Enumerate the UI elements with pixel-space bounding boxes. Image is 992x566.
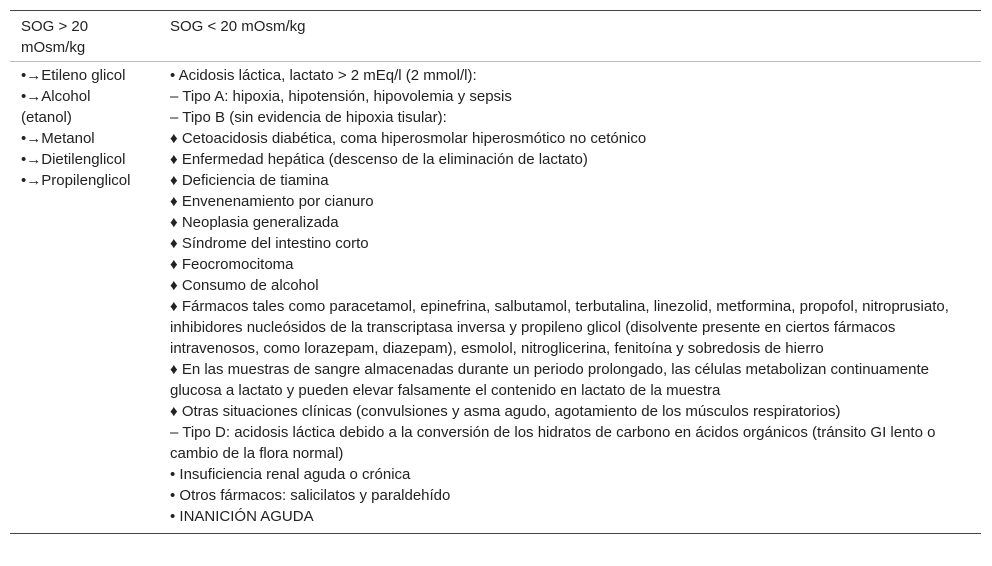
right-item: – Tipo D: acidosis láctica debido a la conversión de los hidratos de carbono en ácidos orgánicos (tránsito GI lento o cambio de la flora normal) — [170, 424, 936, 462]
left-item: •→Dietilenglicol — [21, 151, 126, 168]
right-item: ♦ Neoplasia generalizada — [170, 214, 339, 231]
left-item: •→Alcohol (etanol) — [21, 88, 91, 126]
right-cell — [170, 65, 981, 527]
right-item: • Acidosis láctica, lactato > 2 mEq/l (2 mmol/l): — [170, 67, 477, 84]
right-item: ♦ Otras situaciones clínicas (convulsiones y asma agudo, agotamiento de los músculos respiratorios) — [170, 403, 841, 420]
right-item: • INANICIÓN AGUDA — [170, 508, 314, 525]
right-item: ♦ En las muestras de sangre almacenadas durante un periodo prolongado, las células metabolizan continuamente glucosa a lactato y pueden elevar falsamente el contenido en lactato de la muestra — [170, 361, 929, 399]
header-right-text: SOG < 20 mOsm/kg — [170, 18, 306, 35]
right-item: ♦ Deficiencia de tiamina — [170, 172, 329, 189]
right-item: ♦ Consumo de alcohol — [170, 277, 319, 294]
right-item: ♦ Envenenamiento por cianuro — [170, 193, 374, 210]
header-cell-left — [10, 16, 170, 58]
right-item: • Insuficiencia renal aguda o crónica — [170, 466, 411, 483]
left-cell — [10, 65, 170, 527]
left-item: •→Metanol — [21, 130, 95, 147]
right-item: – Tipo A: hipoxia, hipotensión, hipovolemia y sepsis — [170, 88, 512, 105]
table-header-row — [10, 11, 981, 62]
right-item: – Tipo B (sin evidencia de hipoxia tisular): — [170, 109, 447, 126]
table-body-row — [10, 62, 981, 533]
right-item: ♦ Enfermedad hepática (descenso de la eliminación de lactato) — [170, 151, 588, 168]
right-item: • Otros fármacos: salicilatos y paraldehído — [170, 487, 451, 504]
left-item: •→Etileno glicol — [21, 67, 126, 84]
header-cell-right — [170, 16, 981, 58]
right-item: ♦ Síndrome del intestino corto — [170, 235, 369, 252]
left-item: •→Propilenglicol — [21, 172, 131, 189]
right-item: ♦ Cetoacidosis diabética, coma hiperosmolar hiperosmótico no cetónico — [170, 130, 647, 147]
right-item: ♦ Feocromocitoma — [170, 256, 294, 273]
osmolar-gap-table — [10, 10, 981, 534]
header-left-text: SOG > 20 mOsm/kg — [21, 18, 89, 56]
right-item: ♦ Fármacos tales como paracetamol, epinefrina, salbutamol, terbutalina, linezolid, metformina, propofol, nitroprusiato, inhibidores nucleósidos de la transcriptasa inversa y propileno glicol (disolvente presente en ciertos fármacos intravenosos, como lorazepam, diazepam), esmolol, nitroglicerina, fenitoína y sobredosis de hierro — [170, 298, 949, 357]
